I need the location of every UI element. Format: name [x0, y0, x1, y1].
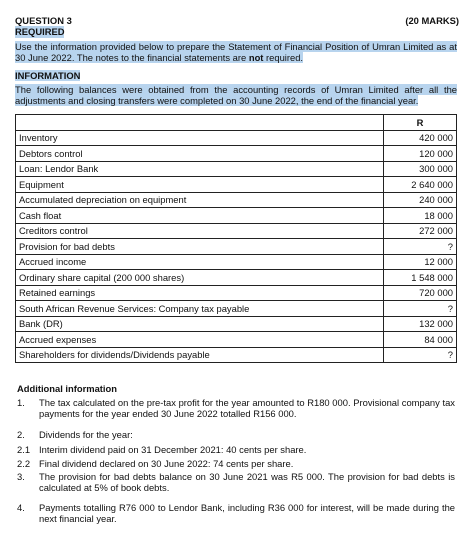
account-label: Loan: Lendor Bank — [16, 161, 384, 177]
item-line: Final dividend declared on 30 June 2022: 74 cents per share. — [39, 458, 294, 469]
additional-info-item — [17, 397, 455, 420]
account-label: Provision for bad debts — [16, 239, 384, 255]
item-number: 2.2 — [17, 458, 31, 469]
additional-info-item — [17, 444, 455, 455]
additional-info-item — [17, 458, 455, 469]
balances-header-blank — [16, 115, 384, 131]
required-line-1: Use the information provided below to prepare the Statement of Financial Position of Umran Limited as at — [15, 41, 457, 52]
item-line: The tax calculated on the pre-tax profit for the year amounted to R180 000. Provisional company tax — [39, 397, 455, 408]
balances-header-row — [16, 115, 457, 131]
additional-info-item — [17, 429, 455, 440]
account-label: Creditors control — [16, 223, 384, 239]
information-line-2: adjustments and closing transfers were completed on 30 June 2022, the end of the financial year. — [15, 95, 419, 107]
required-line-2: 30 June 2022. The notes to the financial statements are not required. — [15, 52, 304, 64]
table-row — [16, 270, 457, 286]
item-line: Dividends for the year: — [39, 429, 133, 440]
account-label: Debtors control — [16, 146, 384, 162]
item-line: Interim dividend paid on 31 December 2021: 40 cents per share. — [39, 444, 307, 455]
item-text — [39, 429, 455, 440]
additional-info-item — [17, 471, 455, 494]
question-header — [15, 15, 459, 38]
account-value: 240 000 — [384, 192, 457, 208]
account-value: 120 000 — [384, 146, 457, 162]
account-label: Equipment — [16, 177, 384, 193]
account-label: Retained earnings — [16, 285, 384, 301]
account-value: 272 000 — [384, 223, 457, 239]
table-row — [16, 208, 457, 224]
required-text — [15, 41, 457, 64]
item-text — [39, 502, 455, 525]
item-number: 4. — [17, 502, 25, 513]
item-line: calculated at 5% of book debts. — [39, 482, 170, 494]
table-row — [16, 285, 457, 301]
table-row — [16, 332, 457, 348]
required-heading: REQUIRED — [15, 26, 65, 38]
table-row — [16, 316, 457, 332]
item-line: Payments totalling R76 000 to Lendor Bank, including R36 000 for interest, will be made during the — [39, 502, 455, 513]
account-value: 300 000 — [384, 161, 457, 177]
item-text — [39, 444, 455, 455]
account-value: 12 000 — [384, 254, 457, 270]
table-row — [16, 130, 457, 146]
account-value: 84 000 — [384, 332, 457, 348]
information-line-1: The following balances were obtained from the accounting records of Umran Limited after all the — [15, 84, 457, 95]
item-line: payments for the year ended 30 June 2022 totalled R156 000. — [39, 408, 297, 420]
account-label: Accrued income — [16, 254, 384, 270]
account-label: Bank (DR) — [16, 316, 384, 332]
table-row — [16, 347, 457, 363]
item-text — [39, 471, 455, 494]
account-value: 2 640 000 — [384, 177, 457, 193]
account-value: 132 000 — [384, 316, 457, 332]
table-row — [16, 239, 457, 255]
emphasis-not: not — [248, 52, 264, 64]
account-value: ? — [384, 239, 457, 255]
account-label: Shareholders for dividends/Dividends payable — [16, 347, 384, 363]
item-number: 2.1 — [17, 444, 31, 455]
account-label: Cash float — [16, 208, 384, 224]
account-value: 18 000 — [384, 208, 457, 224]
table-row — [16, 223, 457, 239]
table-row — [16, 177, 457, 193]
account-label: Accumulated depreciation on equipment — [16, 192, 384, 208]
item-number: 1. — [17, 397, 25, 408]
balances-table — [15, 114, 457, 363]
item-line: The provision for bad debts balance on 30 June 2021 was R5 000. The provision for bad debts is — [39, 471, 455, 482]
table-row — [16, 301, 457, 317]
table-row — [16, 146, 457, 162]
question-number: QUESTION 3 — [15, 15, 72, 26]
additional-info-item — [17, 502, 455, 525]
account-value: ? — [384, 301, 457, 317]
information-heading: INFORMATION — [15, 70, 81, 81]
item-text — [39, 397, 455, 420]
item-number: 3. — [17, 471, 25, 482]
account-value: 720 000 — [384, 285, 457, 301]
information-text — [15, 84, 457, 107]
table-row — [16, 254, 457, 270]
account-value: 420 000 — [384, 130, 457, 146]
table-row — [16, 192, 457, 208]
item-number: 2. — [17, 429, 25, 440]
item-line: next financial year. — [39, 513, 117, 525]
account-value: ? — [384, 347, 457, 363]
table-row — [16, 161, 457, 177]
information-heading-wrap — [15, 70, 457, 81]
account-label: Ordinary share capital (200 000 shares) — [16, 270, 384, 286]
question-marks: (20 MARKS) — [405, 15, 459, 26]
currency-header: R — [384, 115, 457, 131]
account-label: Accrued expenses — [16, 332, 384, 348]
account-label: Inventory — [16, 130, 384, 146]
item-text — [39, 458, 455, 469]
account-label: South African Revenue Services: Company tax payable — [16, 301, 384, 317]
additional-info-title: Additional information — [17, 383, 117, 394]
account-value: 1 548 000 — [384, 270, 457, 286]
